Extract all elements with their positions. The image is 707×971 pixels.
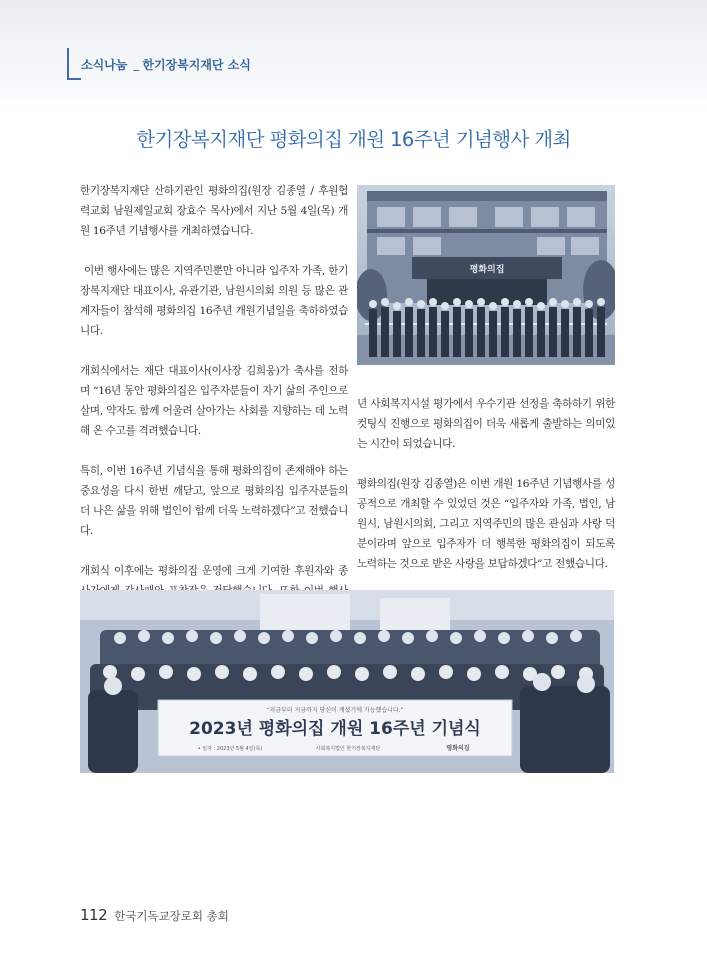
banner-date: • 일자 : 2023년 5월 4일(목): [197, 746, 263, 752]
page-number: 112: [80, 906, 108, 924]
publication-name: 한국기독교장로회 총회: [114, 909, 229, 923]
paragraph: 년 사회복지시설 평가에서 우수기관 선정을 축하하기 위한 컷팅식 진행으로 평화의집이 더욱 새롭게 출발하는 의미있는 시간이 되었습니다.: [357, 398, 615, 450]
section-separator: _: [133, 57, 140, 71]
section-header: [67, 48, 251, 80]
section-category: 소식나눔: [81, 57, 128, 72]
article-body-left: [80, 181, 348, 641]
paragraph: 개회식 이후에는 평화의집 운영에 크게 기여한 후원자와 종: [80, 565, 348, 577]
paragraph: 한기장복지재단 산하기관인 평화의집(원장 김종열 / 후원협력교회 남원제일교회 장효수 목사)에서 지난 5월 4일(목) 개원 16주년 기념행사를 개최하였습니다.: [80, 185, 348, 237]
paragraph: 이번 행사에는 많은 지역주민뿐만 아니라 입주자 가족, 한기장복지재단 대표이사, 유관기관, 남원시의회 의원 등 많은 관계자들이 참석해 평화의집 16주년 개원기념일을 축하하였습니다.: [80, 265, 348, 337]
group-photo: [80, 590, 614, 773]
banner-organization: 사회복지법인 한기장복지재단: [315, 746, 381, 752]
article-body-right: [357, 394, 615, 594]
paragraph: 특히, 이번 16주년 기념식을 통해 평화의집이 존재해야 하는 중요성을 다시 한번 깨닫고, 앞으로 평화의집 입주자분들의 더 나은 삶을 위해 법인이 함께 더욱 노력하겠다”고 전했습니다.: [80, 465, 348, 537]
paragraph: 평화의집(원장 김종열)은 이번 개원 16주년 기념행사를 성공적으로 개최할 수 있었던 것은 “입주자와 가족, 법인, 남원시, 남원시의회, 그리고 지역주민의 많은 관심과 사랑 덕분이라며 앞으로 입주자가 더 행복한 평화의집이 되도록 노력하는 것으로 받은 사랑을 보답하겠다”고 전했습니다.: [357, 478, 615, 570]
section-subcategory: 한기장복지재단 소식: [142, 57, 251, 72]
banner-slogan: “지금부터 지금까지 당신이 계셨기에 가능했습니다.”: [266, 707, 404, 714]
page-footer: [80, 906, 229, 924]
building-sign: 평화의집: [469, 265, 505, 275]
paragraph: 개회식에서는 재단 대표이사(이사장 김희웅)가 축사를 전하며 “16년 동안 평화의집은 입주자분들이 자기 삶의 주인으로 살며, 약자도 함께 어울려 살아가는 사회를 지향하는 데 노력해 온 수고를 격려했습니다.: [80, 365, 348, 437]
group-photo-illustration: [80, 590, 614, 773]
article-title: 한기장복지재단 평화의집 개원 16주년 기념행사 개최: [136, 128, 571, 151]
banner-title: 2023년 평화의집 개원 16주년 기념식: [189, 719, 481, 739]
ribbon-cutting-photo: [357, 185, 615, 365]
header-bar: [67, 48, 69, 80]
ribbon-cutting-illustration: [357, 185, 615, 365]
header-rule: [67, 78, 81, 80]
banner-logo: 평화의집: [446, 745, 470, 752]
